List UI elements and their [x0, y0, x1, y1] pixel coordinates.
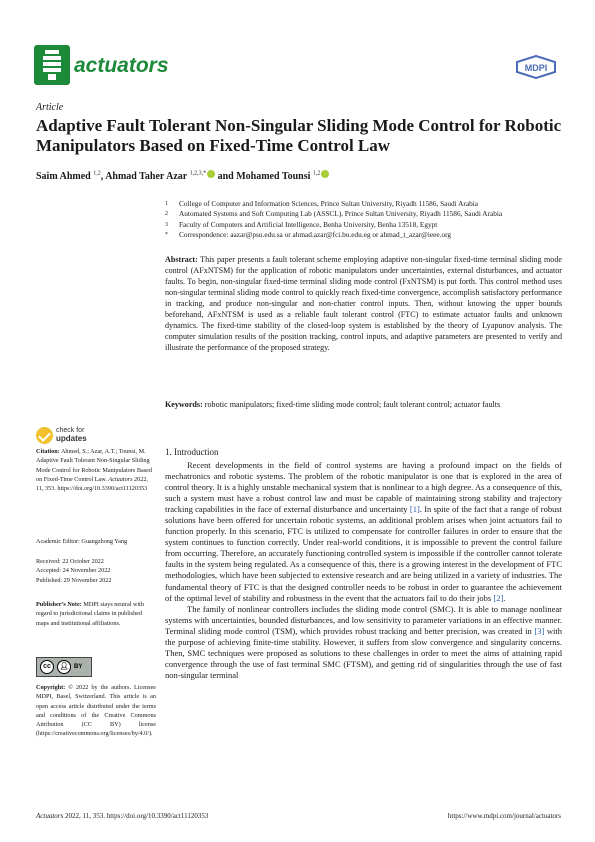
paragraph: The family of nonlinear controllers includes the sliding mode control (SMC). It is able to manage nonlinear systems with uncertainties, bounded disturbances, and low sensitivity to parameter variations in an effective manner. Terminal sliding mode control (TSM), which provides robust tracking and better precision, was created in [3] with the purpose of achieving finite-time stability. However, it suffers from slow convergence and singularity concerns. Then, SMC techniques were proposed as solutions to these challenges in order to meet the aims of attaining rapid convergence through the use of fast terminal SMC (FTSM), and getting rid of singularities through the use of fast non-singular terminal — [165, 603, 562, 680]
published-date: Published: 29 November 2022 — [36, 576, 112, 584]
check-updates-line2: updates — [56, 434, 87, 443]
author-affil-sup: 1,2,3,* — [189, 170, 207, 177]
check-for-updates-button[interactable] — [36, 427, 116, 445]
paragraph: Recent developments in the field of control systems are having a profound impact on the fields of mechatronics and robotic systems. The problem of the robotic manipulator is one that is explored in the area of control theory. It is a highly unstable mechanical system that is nonlinear to a high degree. As a consequence of this, such a system must have a robust control law and must be capable of maintaining strong stability and trajectory tracking capabilities in the face of external disturbance and uncertainty [1]. In spite of the fact that a range of robust solutions have been offered for uncertain robotic systems, an additional problem arises when joint actuators fail to function properly. In this scenario, FTC is utilized to compensate for controller failures in order to ensure that the system continues to function correctly. Under real-world conditions, it is impossible to prevent the control failure from occurring. Therefore, an accurately functioning controlled system is impossible if the controller cannot tolerate faults in the system being regulated. As a consequence of this, there is a growing interest in the development of FTC methodologies, which have been subjected to extensive research and are being utilized in a variety of industries. The fundamental theory of FTC is that the designed controller needs to be robust in order to guarantee the achievement of the optimal level of stability and robustness in the event that the actuators fail to do their jobs [2]. — [165, 460, 563, 603]
citation-text: Ahmed, S.; Azar, A.T.; Tounsi, M. Adaptive Fault Tolerant Non-Singular Sliding Mode Control for Robotic Manipulators Based on Fixed-Time Control Law. — [36, 448, 153, 483]
paper-title: Adaptive Fault Tolerant Non-Singular Sliding Mode Control for Robotic Manipulators Based on Fixed-Time Control Law — [36, 116, 562, 155]
publishers-note-text: MDPI stays neutral with regard to jurisdictional claims in published maps and institutional affiliations. — [36, 601, 144, 627]
citation-link[interactable]: [2] — [493, 592, 504, 603]
creative-commons-icon: cc — [40, 660, 54, 674]
checkmark-icon — [36, 427, 53, 444]
citation-journal: Actuators — [108, 475, 133, 483]
author-affil-sup: 1,2 — [93, 170, 101, 177]
affiliation-item: 3 Faculty of Computers and Artificial Intelligence, Benha University, Benha 13518, Egypt — [165, 219, 438, 229]
copyright-notice — [36, 683, 156, 739]
affiliation-item: 1 College of Computer and Information Sciences, Prince Sultan University, Riyadh 11586, Saudi Arabia — [165, 199, 478, 208]
orcid-icon[interactable] — [207, 170, 215, 178]
publishers-note — [36, 600, 156, 628]
copyright-text: © 2022 by the authors. Licensee MDPI, Basel, Switzerland. This article is an open access article distributed under the terms and conditions of the Creative Commons Attribution (CC BY) license (https://creativecommons.org/licenses/by/4.0/). — [36, 684, 157, 738]
section-heading: 1. Introduction — [165, 447, 219, 457]
keywords-text: robotic manipulators; fixed-time sliding mode control; fault tolerant control; actuator faults — [204, 400, 501, 409]
keywords — [165, 399, 562, 410]
affiliations — [165, 199, 565, 241]
cc-by-label: BY — [74, 664, 83, 670]
citation-link[interactable]: [3] — [534, 625, 545, 636]
abstract — [165, 255, 562, 354]
publishers-note-label: Publisher’s Note: — [36, 601, 82, 608]
article-type: Article — [36, 102, 64, 113]
orcid-icon[interactable] — [321, 170, 329, 178]
affiliation-item: 2 Automated Systems and Soft Computing Lab (ASSCL), Prince Sultan University, Riyadh 11586, Saudi Arabia — [165, 209, 503, 219]
footer-journal-url[interactable]: https://www.mdpi.com/journal/actuators — [447, 812, 561, 820]
footer-journal: Actuators — [36, 812, 64, 820]
citation-block — [36, 447, 156, 493]
author-affil-sup: 1,2 — [312, 170, 321, 177]
received-date: Received: 22 October 2022 — [36, 558, 104, 565]
keywords-label: Keywords: — [165, 400, 203, 409]
author-name: Ahmad Taher Azar — [105, 171, 188, 182]
copyright-label: Copyright: — [36, 684, 66, 691]
author-name: Mohamed Tounsi — [236, 171, 311, 182]
abstract-text: This paper presents a fault tolerant scheme employing adaptive non-singular fixed-time terminal sliding mode control (AFxNTSM) for the application of robotic manipulators under uncertainties, external disturbances, and actuator faults. To begin, non-singular fixed-time terminal sliding mode control (FxNTSM) is put forth. This control method uses non-singular terminal sliding mode control to quickly reach fixed-time convergence, accomplish satisfactory performance in tracking, and produce non-singular and non-chatter control inputs. Then, without knowing the upper bounds beforehand, AFxNTSM is used as a reliable fault tolerant control (FTC) to estimate actuator faults and unknown dynamics. The fixed-time stability of the closed-loop system is established by the theory of Lyapunov analysis. The computer simulation results of the position tracking, control inputs, and adaptive parameters are presented to verify and illustrate the performance of the proposed strategy. — [165, 255, 562, 352]
publication-dates — [36, 557, 156, 585]
abstract-label: Abstract: — [165, 255, 198, 264]
citation-link[interactable]: [1] — [409, 504, 420, 515]
author-name: Saim Ahmed — [36, 171, 91, 182]
footer-doi[interactable]: 2022, 11, 353. https://doi.org/10.3390/act11120353 — [64, 812, 209, 820]
journal-name: actuators — [74, 54, 169, 77]
check-updates-line1: check for — [56, 427, 85, 434]
cc-license-badge[interactable] — [36, 657, 92, 677]
author-list: Saim Ahmed $^{1,2}$, Ahmad Taher Azar $^{1,2,3,*}$ and Mohamed Tounsi $^{1,2}$ — [36, 170, 329, 182]
footer-citation — [36, 812, 208, 820]
mdpi-logo-text: MDPI — [524, 63, 548, 73]
citation-doi[interactable]: 2022, 11, 353. https://doi.org/10.3390/act11120353 — [36, 475, 148, 493]
attribution-person-icon: 👤︎ — [57, 660, 71, 674]
correspondence: * Correspondence: aazar@psu.edu.sa or ahmad.azar@fci.bu.edu.eg or ahmad_t_azar@ieee.org — [165, 230, 452, 240]
introduction-body — [165, 460, 562, 681]
citation-label: Citation: — [36, 448, 60, 455]
accepted-date: Accepted: 24 November 2022 — [36, 567, 111, 575]
academic-editor: Academic Editor: Guangzhong Yang — [36, 538, 128, 545]
journal-logo-icon — [34, 45, 70, 85]
mdpi-logo-icon — [515, 55, 557, 79]
